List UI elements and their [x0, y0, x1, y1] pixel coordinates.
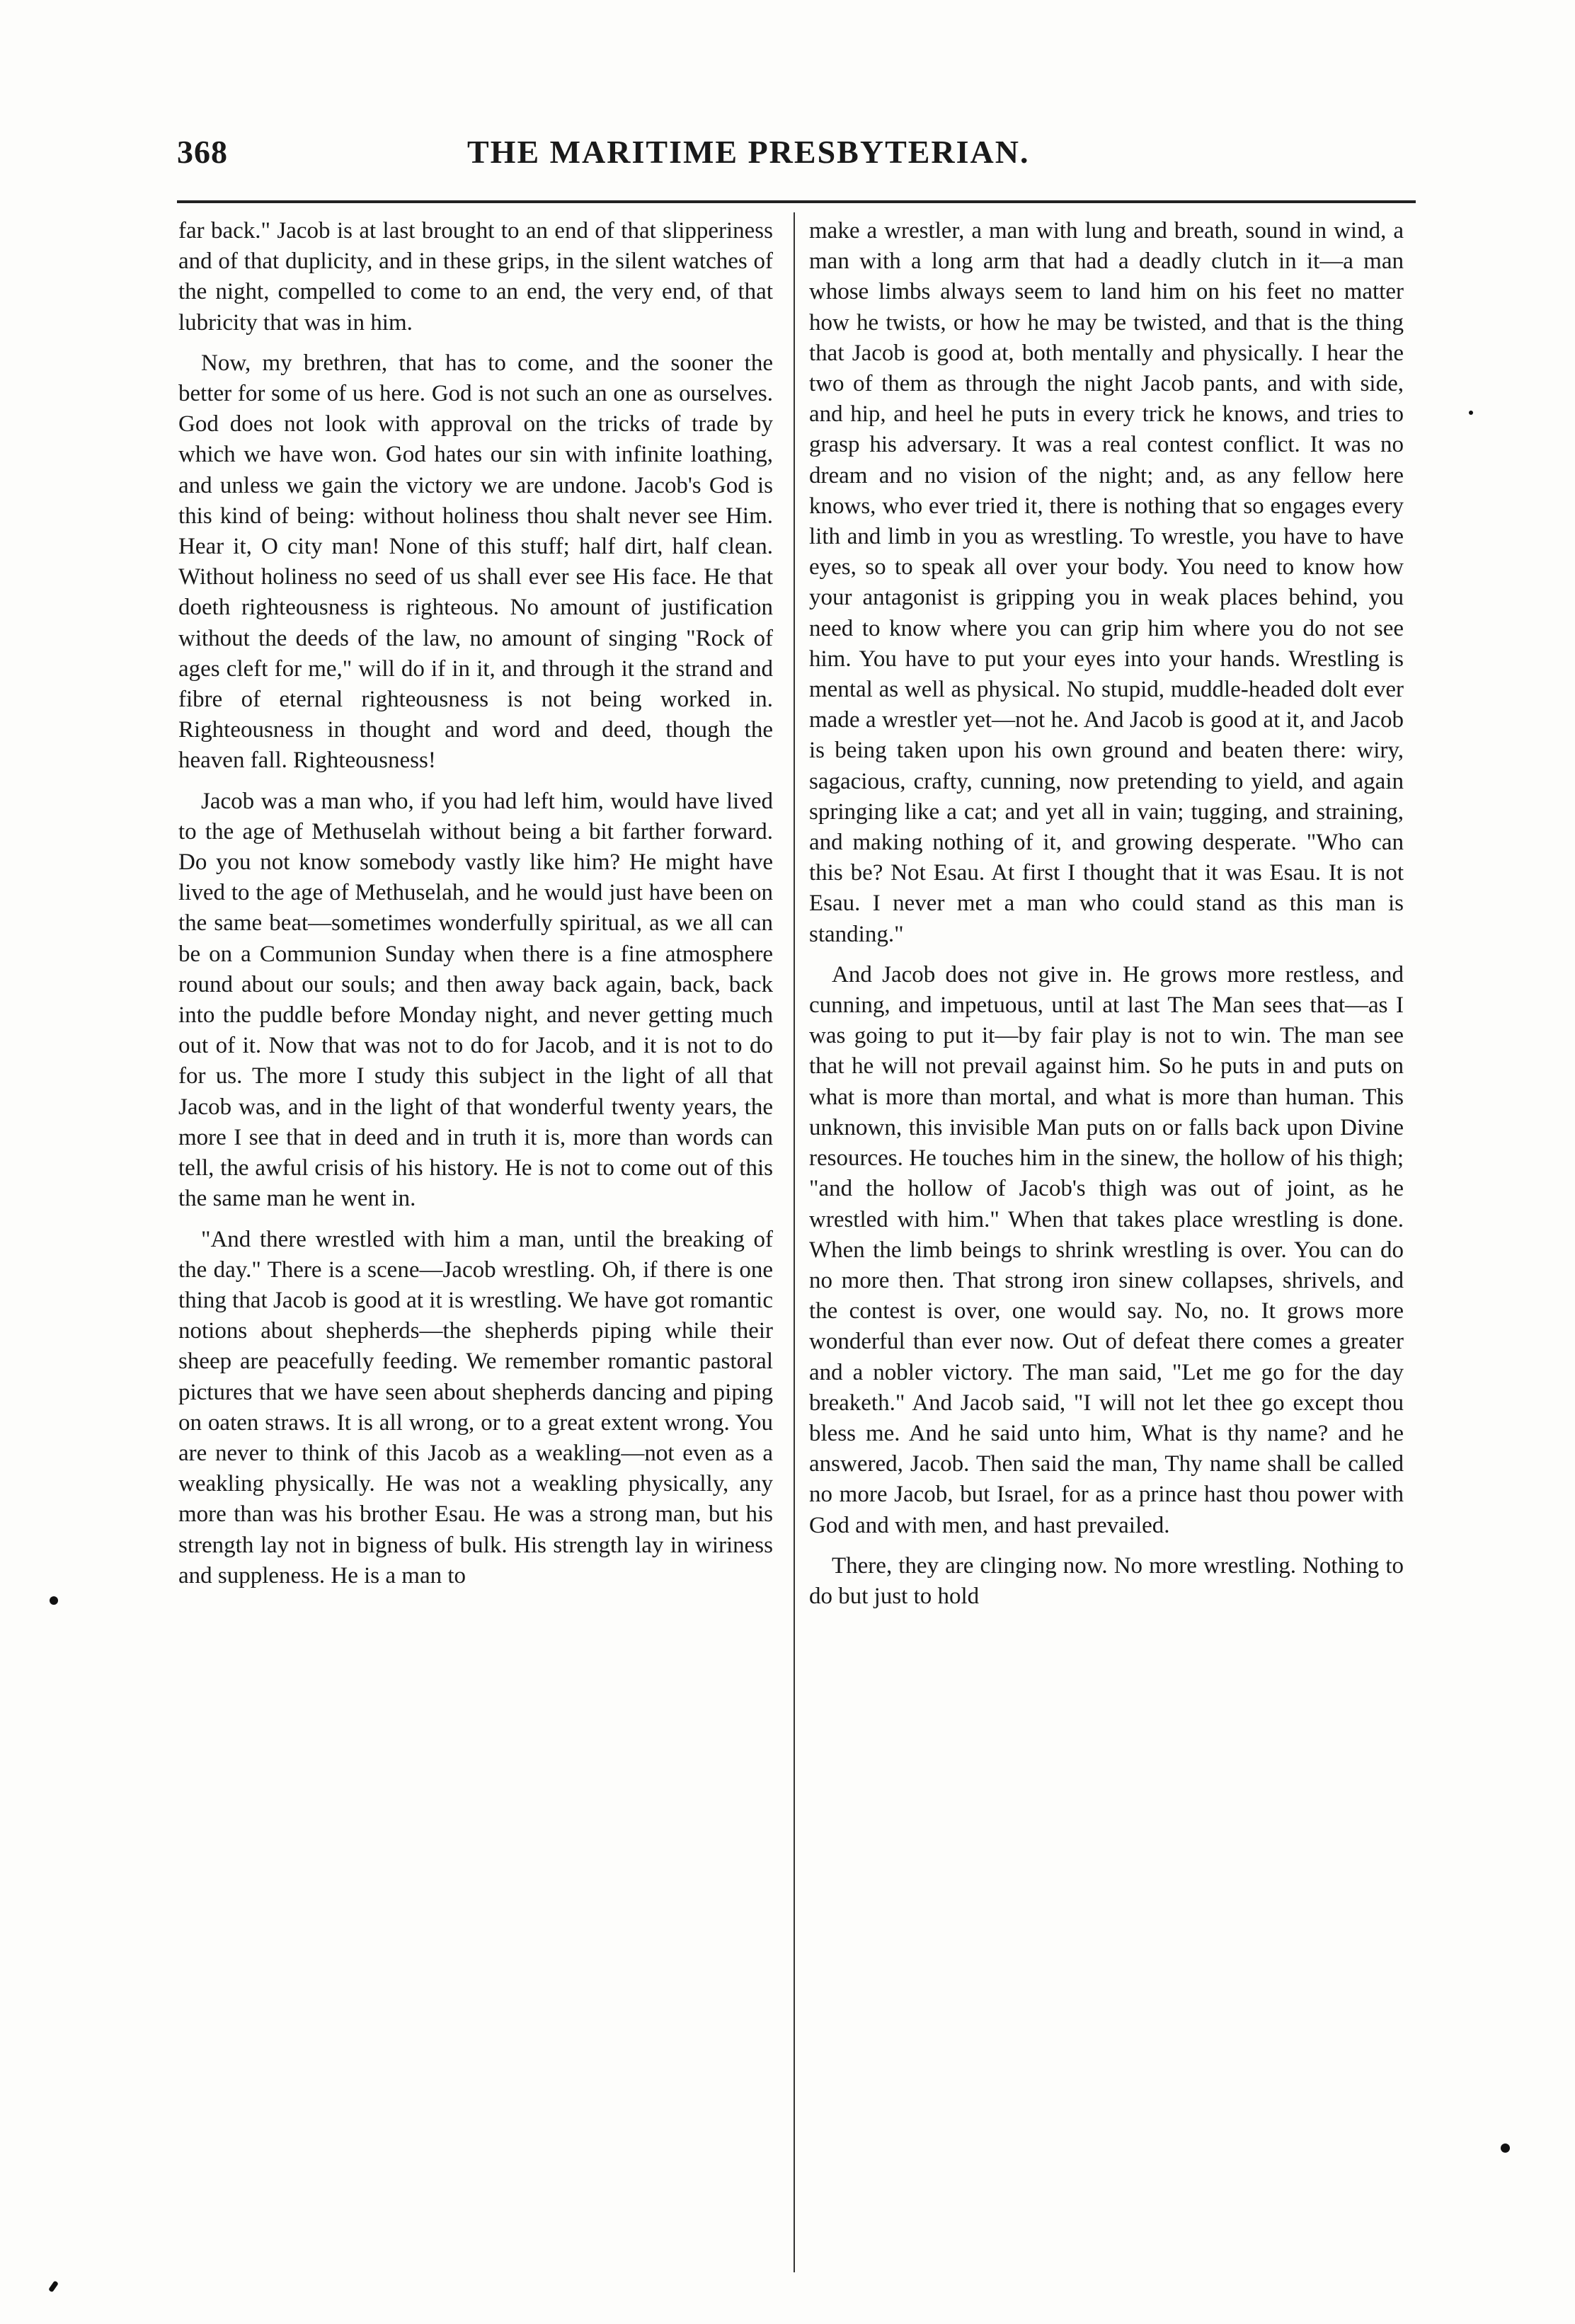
ink-speck: [1501, 2143, 1510, 2153]
paragraph: There, they are clinging now. No more wrestling. Nothing to do but just to hold: [809, 1552, 1404, 1609]
header-rule: [177, 200, 1416, 203]
paragraph: make a wrestler, a man with lung and breath, sound in wind, a man with a long arm that had a deadly clutch in it—a man whose limbs always seem to land him on his feet no matter how he twists, or how he may be twisted, and that is the thing that Jacob is good at, both mentally and physically. I hear the two of them as through the night Jacob pants, and with side, and hip, and heel he puts in every trick he knows, and tries to grasp his adversary. It was a real contest conflict. It was no dream and no vision of the night; and, as any fellow here knows, who ever tried it, there is nothing that so engages every lith and limb in you as wrestling. To wrestle, you have to have eyes, so to speak all over your body. You need to know how your antagonist is gripping you in weak places behind, you need to know where you can grip him where you do not see him. You have to put your eyes into your hands. Wrestling is mental as well as physical. No stupid, muddle-headed dolt ever made a wrestler yet—not he. And Jacob is good at it, and Jacob is being taken upon his own ground and beaten there: wiry, sagacious, crafty, cunning, now pretending to yield, and again springing like a cat; and yet all in vain; tugging, and straining, and making nothing of it, and growing desperate. "Who can this be? Not Esau. At first I thought that it was Esau. It is not Esau. I never met a man who could stand as this man is standing.": [809, 218, 1404, 947]
right-column: [809, 216, 1404, 1622]
ink-speck: [50, 1596, 58, 1605]
paragraph: And Jacob does not give in. He grows more restless, and cunning, and impetuous, until at last The Man sees that—as I was going to put it—by fair play is not to win. The man see that he will not prevail against him. So he puts in and puts on what is more than mortal, and what is more than human. This unknown, this invisible Man puts on or falls back upon Divine resources. He touches him in the sinew, the hollow of his thigh; "and the hollow of Jacob's thigh was out of joint, as he wrestled with him." When that takes place wrestling is done. When the limb beings to shrink wrestling is over. You can do no more then. That strong iron sinew collapses, shrivels, and the contest is over, one would say. No, no. It grows more wonderful than ever now. Out of defeat there comes a greater and a nobler victory. The man said, "Let me go for the day breaketh." And Jacob said, "I will not let thee go except thou bless me. And he said unto him, What is thy name? and he answered, Jacob. Then said the man, Thy name shall be called no more Jacob, but Israel, for as a prince hast thou power with God and with men, and hast prevailed.: [809, 961, 1404, 1538]
ink-speck: [48, 2280, 59, 2292]
ink-speck: [1469, 411, 1473, 415]
paragraph: Jacob was a man who, if you had left him, would have lived to the age of Methuselah without being a bit farther forward. Do you not know somebody vastly like him? He might have lived to the age of Methuselah, and he would just have been on the same beat—sometimes wonderfully spiritual, as we all can be on a Communion Sunday when there is a fine atmosphere round about our souls; and then away back again, back, back into the puddle before Monday night, and never getting much out of it. Now that was not to do for Jacob, and it is not to do for us. The more I study this subject in the light of all that Jacob was, and in the light of that wonderful twenty years, the more I see that in deed and in truth it is, more than words can tell, the awful crisis of his history. He is not to come out of this the same man he went in.: [178, 788, 773, 1212]
paragraph: "And there wrestled with him a man, until the breaking of the day." There is a scene—Jacob wrestling. Oh, if there is one thing that Jacob is good at it is wrestling. We have got romantic notions about shepherds—the shepherds piping while their sheep are peacefully feeding. We remember romantic pastoral pictures that we have seen about shepherds dancing and piping on oaten straws. It is all wrong, or to a great extent wrong. You are never to think of this Jacob as a weakling—not even as a weakling physically. He was not a weakling physically, any more than was his brother Esau. He was a strong man, but his strength lay not in bigness of bulk. His strength lay in wiriness and suppleness. He is a man to: [178, 1226, 773, 1589]
left-column: [178, 216, 773, 1601]
journal-title: THE MARITIME PRESBYTERIAN.: [467, 134, 1030, 170]
page-number: 368: [177, 134, 228, 170]
paragraph: Now, my brethren, that has to come, and the sooner the better for some of us here. God is not such an one as ourselves. God does not look with approval on the tricks of trade by which we have won. God hates our sin with infinite loathing, and unless we gain the victory we are undone. Jacob's God is this kind of being: without holiness thou shalt never see Him. Hear it, O city man! None of this stuff; half dirt, half clean. Without holiness no seed of us shall ever see His face. He that doeth righteousness is righteous. No amount of justification without the deeds of the law, no amount of singing "Rock of ages cleft for me," will do if in it, and through it the strand and fibre of eternal righteousness is not being worked in. Righteousness in thought and word and deed, though the heaven fall. Righteousness!: [178, 350, 773, 774]
running-head: [177, 133, 1416, 183]
column-divider: [794, 212, 795, 2272]
paragraph: far back." Jacob is at last brought to an end of that slipperiness and of that duplicity, and in these grips, in the silent watches of the night, compelled to come to an end, the very end, of that lubricity that was in him.: [178, 218, 773, 336]
